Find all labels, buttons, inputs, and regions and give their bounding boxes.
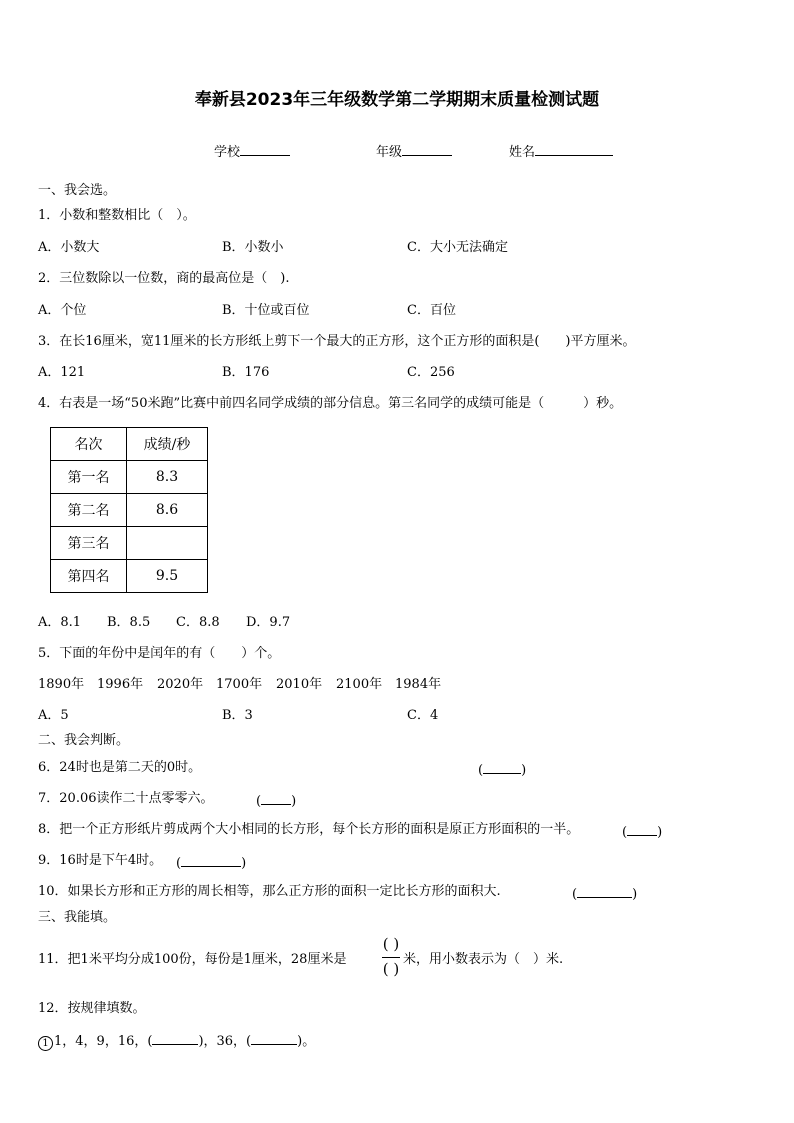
table-cell: 9.5	[127, 560, 208, 593]
answer-blank[interactable]: ( )	[572, 884, 637, 903]
question-11-text: 米，用小数表示为（ ）米.	[403, 952, 564, 967]
grade-blank[interactable]	[402, 142, 452, 156]
table-row	[51, 527, 208, 560]
table-header-cell: 成绩/秒	[127, 428, 208, 461]
sequence-line	[38, 1031, 315, 1051]
table-row	[51, 461, 208, 494]
sequence-text: )，36，(	[198, 1034, 252, 1049]
table-cell: 第二名	[51, 494, 127, 527]
answer-blank[interactable]: ( )	[256, 791, 296, 810]
school-blank[interactable]	[240, 142, 290, 156]
year-item: 1996年	[97, 677, 144, 692]
option-b: B．176	[222, 365, 270, 380]
question-10: 10．如果长方形和正方形的周长相等，那么正方形的面积一定比长方形的面积大.	[38, 884, 501, 899]
question-7: 7．20.06读作二十点零零六。	[38, 791, 214, 806]
option-a: A．个位	[38, 303, 87, 318]
option-b: B．十位或百位	[222, 303, 310, 318]
table-cell: 8.6	[127, 494, 208, 527]
question-6: 6．24时也是第二天的0时。	[38, 760, 202, 775]
question-11-text: 11．把1米平均分成100份，每份是1厘米，28厘米是	[38, 952, 347, 967]
question-8: 8．把一个正方形纸片剪成两个大小相同的长方形，每个长方形的面积是原正方形面积的一半。	[38, 822, 580, 837]
year-item: 1984年	[395, 677, 442, 692]
circled-number: 1	[38, 1036, 53, 1051]
table-header-row	[51, 428, 208, 461]
grade-field[interactable]	[376, 142, 452, 161]
table-cell: 第三名	[51, 527, 127, 560]
table-cell: 8.3	[127, 461, 208, 494]
school-field[interactable]	[214, 142, 290, 161]
name-label: 姓名	[509, 145, 536, 160]
option-b: B．3	[222, 708, 253, 723]
option-d: D．9.7	[246, 615, 291, 630]
name-field[interactable]	[509, 142, 613, 161]
page-title: 奉新县2023年三年级数学第二学期期末质量检测试题	[194, 90, 600, 110]
name-blank[interactable]	[535, 142, 613, 156]
option-c: C．256	[407, 365, 455, 380]
option-c: C．大小无法确定	[407, 240, 508, 255]
school-label: 学校	[214, 145, 241, 160]
answer-blank[interactable]: ( )	[176, 853, 246, 872]
section-heading: 一、我会选。	[38, 183, 117, 198]
question-1: 1．小数和整数相比（ ）。	[38, 208, 196, 223]
option-a: A．小数大	[38, 240, 100, 255]
option-c: C．4	[407, 708, 439, 723]
table-row	[51, 494, 208, 527]
year-item: 1890年	[38, 677, 85, 692]
year-item: 1700年	[216, 677, 263, 692]
option-c: C．8.8	[176, 615, 220, 630]
sequence-text: 1，4，9，16，(	[54, 1034, 153, 1049]
answer-blank[interactable]: ( )	[478, 760, 526, 779]
year-item: 2100年	[336, 677, 383, 692]
grade-label: 年级	[376, 145, 403, 160]
question-4: 4．右表是一场“50米跑”比赛中前四名同学成绩的部分信息。第三名同学的成绩可能是（ ）秒。	[38, 396, 623, 411]
option-a: A．5	[38, 708, 69, 723]
table-header-cell: 名次	[51, 428, 127, 461]
section-heading: 三、我能填。	[38, 910, 117, 925]
table-cell: 第一名	[51, 461, 127, 494]
table-row	[51, 560, 208, 593]
table-cell	[127, 527, 208, 560]
table-cell: 第四名	[51, 560, 127, 593]
fraction-blank[interactable]: ( ) ( )	[382, 935, 400, 978]
option-b: B．8.5	[107, 615, 151, 630]
question-3: 3．在长16厘米，宽11厘米的长方形纸上剪下一个最大的正方形，这个正方形的面积是( )平方厘米。	[38, 334, 636, 349]
question-12: 12．按规律填数。	[38, 1001, 146, 1016]
sequence-text: )。	[297, 1034, 316, 1049]
section-heading: 二、我会判断。	[38, 733, 130, 748]
question-9: 9．16时是下午4时。	[38, 853, 163, 868]
answer-blank[interactable]: ( )	[622, 822, 662, 841]
option-b: B．小数小	[222, 240, 284, 255]
answer-blank[interactable]	[251, 1031, 297, 1045]
question-5: 5．下面的年份中是闰年的有（ ）个。	[38, 646, 281, 661]
answer-blank[interactable]	[152, 1031, 198, 1045]
question-2: 2．三位数除以一位数，商的最高位是（ ).	[38, 271, 290, 286]
score-table	[50, 427, 208, 593]
option-c: C．百位	[407, 303, 456, 318]
year-item: 2020年	[157, 677, 204, 692]
year-item: 2010年	[276, 677, 323, 692]
option-a: A．8.1	[38, 615, 82, 630]
option-a: A．121	[38, 365, 86, 380]
